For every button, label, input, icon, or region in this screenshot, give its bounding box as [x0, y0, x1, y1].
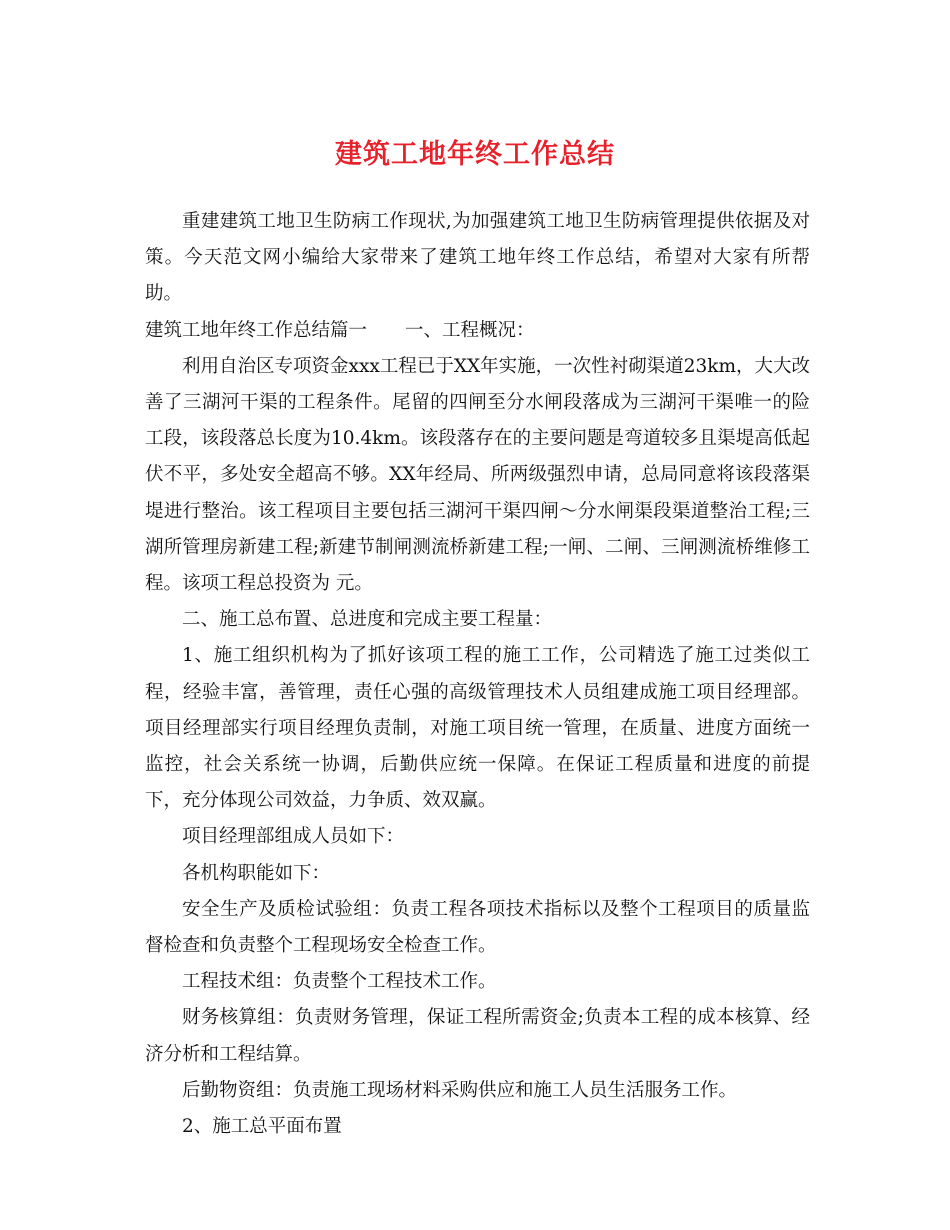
- section-heading-line: [145, 313, 810, 349]
- paragraph-finance-group: 财务核算组：负责财务管理，保证工程所需资金;负责本工程的成本核算、经济分析和工程结算。: [145, 1007, 810, 1065]
- paragraph-safety-group: 安全生产及质检试验组：负责工程各项技术指标以及整个工程项目的质量监督检查和负责整个工程现场安全检查工作。: [145, 898, 810, 957]
- document-body: [145, 204, 810, 1145]
- paragraph-layout: 2、施工总平面布置: [182, 1116, 342, 1138]
- paragraph-organization: 1、施工组织机构为了抓好该项工程的施工工作，公司精选了施工过类似工程，经验丰富，善管理，责任心强的高级管理技术人员组建成施工项目经理部。项目经理部实行项目经理负责制，对施工项目统一管理，在质量、进度方面统一监控，社会关系统一协调，后勤供应统一保障。在保证工程质量和进度的前提下，充分体现公司效益，力争质、效双赢。: [145, 645, 810, 812]
- section-heading-left: 建筑工地年终工作总结篇一: [145, 319, 368, 341]
- section-heading-right: 一、工程概况：: [405, 319, 535, 341]
- paragraph-intro: 重建建筑工地卫生防病工作现状,为加强建筑工地卫生防病管理提供依据及对策。今天范文网小编给大家带来了建筑工地年终工作总结，希望对大家有所帮助。: [145, 211, 810, 305]
- paragraph-logistics-group: 后勤物资组：负责施工现场材料采购供应和施工人员生活服务工作。: [182, 1079, 738, 1101]
- paragraph-functions: 各机构职能如下：: [182, 862, 331, 884]
- paragraph-overview: 利用自治区专项资金xxx工程已于XX年实施，一次性衬砌渠道23km，大大改善了三湖河干渠的工程条件。尾留的四闸至分水闸段落成为三湖河干渠唯一的险工段，该段落总长度为10.4km。该段落存在的主要问题是弯道较多且渠堤高低起伏不平，多处安全超高不够。XX年经局、所两级强烈申请，总局同意将该段落渠堤进行整治。该工程项目主要包括三湖河干渠四闸～分水闸渠段渠道整治工程;三湖所管理房新建工程;新建节制闸测流桥新建工程;一闸、二闸、三闸测流桥维修工程。该项工程总投资为 元。: [145, 355, 810, 595]
- paragraph-members: 项目经理部组成人员如下：: [182, 826, 405, 848]
- paragraph-tech-group: 工程技术组：负责整个工程技术工作。: [182, 971, 497, 993]
- paragraph-section-2: 二、施工总布置、总进度和完成主要工程量：: [182, 609, 553, 631]
- document-title: 建筑工地年终工作总结: [335, 139, 615, 170]
